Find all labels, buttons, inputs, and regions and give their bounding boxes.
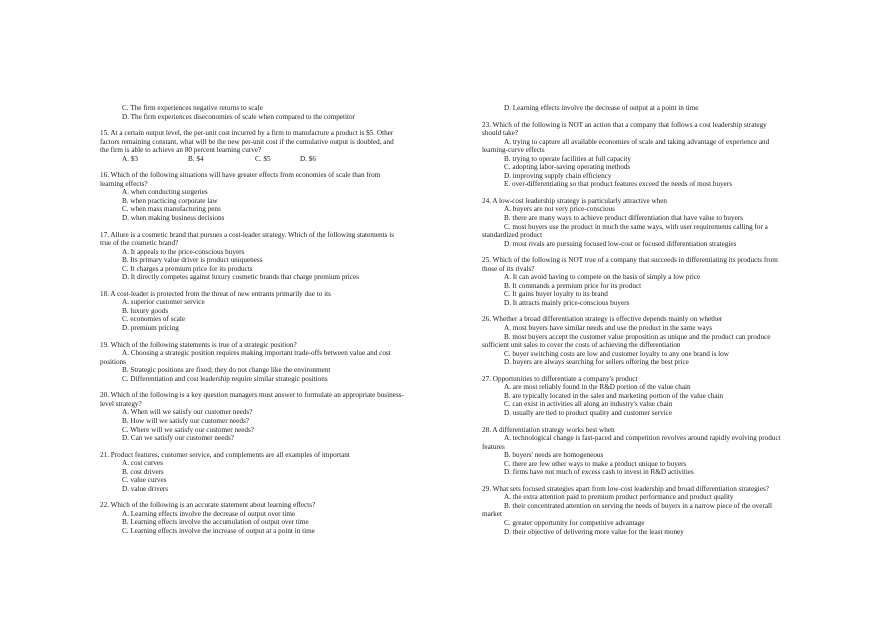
answer-option: A. Choosing a strategic position requires making important trade-offs between value and cost positions bbox=[100, 349, 391, 366]
question-stem: 19. Which of the following statements is true of a strategic position? bbox=[100, 340, 297, 349]
answer-option: B. $4 bbox=[188, 154, 204, 163]
answer-option: A. technological change is fast-paced and competition revolves around rapidly evolving product features bbox=[482, 434, 781, 451]
answer-option: B. Strategic positions are fixed; they do not change like the environment bbox=[122, 366, 331, 375]
answer-option: A. cost curves bbox=[122, 459, 163, 468]
spacer bbox=[100, 333, 404, 341]
answer-option: B. How will we satisfy our customer needs? bbox=[122, 416, 249, 425]
spacer bbox=[482, 477, 786, 485]
answer-option: D. firms have not much of excess cash to invest in R&D activities bbox=[504, 468, 694, 477]
spacer bbox=[100, 223, 404, 231]
answer-option: C. greater opportunity for competitive advantage bbox=[504, 518, 645, 527]
question-stem: 24. A low-cost leadership strategy is particularly attractive when bbox=[482, 196, 668, 205]
question-stem: 15. At a certain output level, the per-unit cost incurred by a firm to manufacture a product is $5. Other factors remaining constant, what will be the new per-unit cost if the cumulative output is doubled, and the firm is able to achieve an 80 percent learning curve? bbox=[100, 129, 394, 155]
question-stem: 29. What sets focused strategies apart from low-cost leadership and broad differentiation strategies? bbox=[482, 484, 769, 493]
answer-option: B. luxury goods bbox=[122, 306, 169, 315]
spacer bbox=[482, 113, 786, 121]
question-stem: 16. Which of the following situations will have greater effects from economies of scale than from learning effects? bbox=[100, 171, 381, 188]
answer-option: D. improving supply chain efficiency bbox=[504, 171, 612, 180]
answer-option: A. $3 bbox=[122, 154, 138, 163]
spacer bbox=[100, 383, 404, 391]
answer-option: C. buyer switching costs are low and customer loyalty to any one brand is low bbox=[504, 349, 729, 358]
answer-option: C. when mass manufacturing pens bbox=[122, 205, 221, 214]
question-stem: 20. Which of the following is a key question managers must answer to formulate an appropriate business-level strategy? bbox=[100, 391, 404, 408]
answer-option: A. It appeals to the price-conscious buyers bbox=[122, 247, 245, 256]
answer-option: C. value curves bbox=[122, 476, 167, 485]
right-column bbox=[482, 104, 786, 536]
answer-option: D. $6 bbox=[300, 154, 316, 163]
answer-option: C. adopting labor-saving operating methods bbox=[504, 163, 631, 172]
answer-option: D. premium pricing bbox=[122, 324, 179, 333]
answer-option: D. It directly competes against luxury cosmetic brands that charge premium prices bbox=[122, 273, 359, 282]
answer-option: A. the extra attention paid to premium product performance and product quality bbox=[504, 493, 734, 502]
spacer bbox=[482, 307, 786, 315]
answer-option: D. when making business decisions bbox=[122, 214, 225, 223]
answer-option: C. $5 bbox=[255, 154, 271, 163]
answer-option: D. usually are tied to product quality and customer service bbox=[504, 408, 673, 417]
answer-option: A. buyers are not very price-conscious bbox=[504, 205, 615, 214]
answer-option: D. It attracts mainly price-conscious buyers bbox=[504, 298, 630, 307]
answer-option: A. are most reliably found in the R&D portion of the value chain bbox=[504, 383, 691, 392]
answer-option: C. The firm experiences negative returns to scale bbox=[122, 104, 263, 112]
spacer bbox=[482, 189, 786, 197]
answer-option: C. most buyers use the product in much the same ways, with user requirements calling for a standardized product bbox=[482, 222, 768, 240]
answer-option: A. Learning effects involve the decrease of output over time bbox=[122, 509, 296, 518]
answer-option: C. Differentiation and cost leadership require similar strategic positions bbox=[122, 374, 328, 383]
question-stem: 23. Which of the following is NOT an action that a company that follows a cost leadership strategy should take? bbox=[482, 120, 767, 138]
spacer bbox=[100, 443, 404, 451]
question-stem: 26. Whether a broad differentiation strategy is effective depends mainly on whether bbox=[482, 315, 723, 324]
answer-option: A. most buyers have similar needs and use the product in the same ways bbox=[504, 324, 712, 333]
answer-option: B. Learning effects involve the accumulation of output over time bbox=[122, 518, 309, 527]
answer-option: C. there are few other ways to make a product unique to buyers bbox=[504, 459, 687, 468]
answer-option: A. superior customer service bbox=[122, 298, 205, 307]
question-stem: 25. Which of the following is NOT true of a company that succeeds in differentiating its products from those of its rivals? bbox=[482, 256, 778, 273]
left-column bbox=[100, 104, 404, 536]
answer-option: E. over-differentiating so that product features exceed the needs of most buyers bbox=[504, 180, 733, 189]
answer-option: B. buyers' needs are homogeneous bbox=[504, 451, 604, 460]
answer-option: D. value drivers bbox=[122, 484, 169, 493]
answer-option: D. The firm experiences diseconomies of scale when compared to the competitor bbox=[122, 112, 355, 121]
answer-option: D. Can we satisfy our customer needs? bbox=[122, 434, 234, 443]
spacer bbox=[482, 248, 786, 256]
question-stem: 17. Allure is a cosmetic brand that pursues a cost-leader strategy. Which of the following statements is true of the cosmetic brand? bbox=[100, 230, 395, 248]
question-stem: 21. Product features, customer service, and complements are all examples of important bbox=[100, 450, 350, 459]
answer-option: C. can exist in activities all along an industry's value chain bbox=[504, 400, 673, 409]
answer-option: D. their objective of delivering more value for the least money bbox=[504, 527, 684, 536]
answer-options-row bbox=[100, 155, 404, 164]
question-stem: 18. A cost-leader is protected from the threat of new entrants primarily due to its bbox=[100, 289, 331, 298]
answer-option: B. most buyers accept the customer value proposition as unique and the product can produce sufficient unit sales to cover the costs of achieving the differentiation bbox=[482, 332, 771, 350]
spacer bbox=[100, 163, 404, 171]
spacer bbox=[100, 121, 404, 129]
question-stem: 28. A differentiation strategy works best when bbox=[482, 425, 615, 434]
answer-option: B. their concentrated attention on serving the needs of buyers in a narrow piece of the overall market bbox=[482, 501, 773, 519]
answer-option: B. It commands a premium price for its product bbox=[504, 281, 642, 290]
answer-option: B. when practicing corporate law bbox=[122, 196, 218, 205]
answer-option: A. When will we satisfy our customer needs? bbox=[122, 408, 253, 417]
answer-option: C. It gains buyer loyalty to its brand bbox=[504, 290, 608, 299]
answer-option: D. Learning effects involve the decrease of output at a point in time bbox=[504, 104, 699, 112]
answer-option: A. It can avoid having to compete on the basis of simply a low price bbox=[504, 273, 701, 282]
answer-option: B. cost drivers bbox=[122, 467, 164, 476]
answer-option: C. Learning effects involve the increase of output at a point in time bbox=[122, 526, 315, 535]
spacer bbox=[100, 282, 404, 290]
answer-option: B. there are many ways to achieve product differentiation that have value to buyers bbox=[504, 214, 743, 223]
question-stem: 27. Opportunities to differentiate a company's product bbox=[482, 374, 638, 383]
answer-option: C. Where will we satisfy our customer needs? bbox=[122, 425, 254, 434]
answer-option: A. trying to capture all available economies of scale and taking advantage of experience and learning-curve effects bbox=[482, 137, 770, 155]
answer-option: B. trying to operate facilities at full capacity bbox=[504, 154, 631, 163]
answer-option: A. when conducting surgeries bbox=[122, 188, 208, 197]
answer-option: D. most rivals are pursuing focused low-cost or focused differentiation strategies bbox=[504, 239, 737, 248]
answer-option: C. economies of scale bbox=[122, 315, 186, 324]
answer-option: B. Its primary value driver is product uniqueness bbox=[122, 256, 263, 265]
spacer bbox=[100, 493, 404, 501]
spacer bbox=[482, 418, 786, 426]
spacer bbox=[482, 367, 786, 375]
answer-option: C. It charges a premium price for its products bbox=[122, 264, 253, 273]
question-stem: 22. Which of the following is an accurate statement about learning effects? bbox=[100, 501, 316, 510]
answer-option: B. are typically located in the sales and marketing portion of the value chain bbox=[504, 391, 724, 400]
answer-option: D. buyers are always searching for sellers offering the best price bbox=[504, 358, 689, 367]
